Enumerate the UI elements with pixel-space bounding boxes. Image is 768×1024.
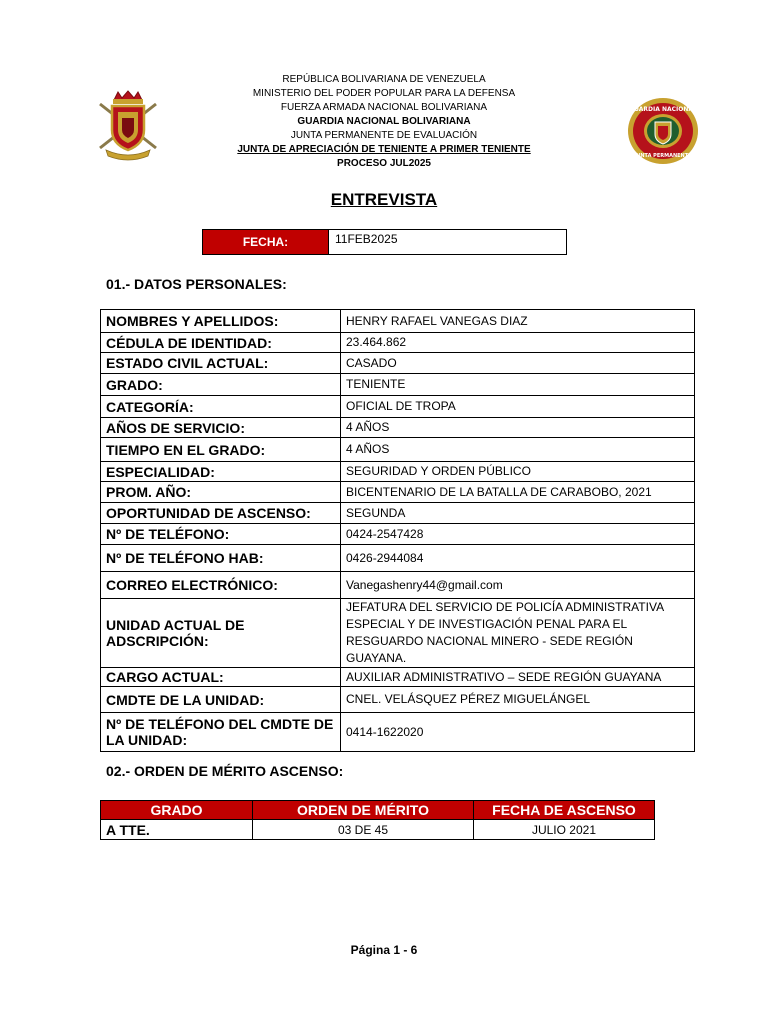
- table-row: [101, 599, 695, 668]
- field-label: NOMBRES Y APELLIDOS:: [101, 310, 341, 333]
- field-value: TENIENTE: [341, 374, 695, 396]
- table-row: [101, 374, 695, 396]
- field-value: BICENTENARIO DE LA BATALLA DE CARABOBO, 2021: [341, 482, 695, 503]
- field-value: SEGURIDAD Y ORDEN PÚBLICO: [341, 462, 695, 482]
- cell-grado: A TTE.: [101, 820, 253, 840]
- header-line-junta-apreciacion: JUNTA DE APRECIACIÓN DE TENIENTE A PRIMER TENIENTE: [237, 144, 531, 155]
- table-row: [101, 545, 695, 572]
- page-title: ENTREVISTA: [330, 190, 438, 209]
- field-value: 23.464.862: [341, 333, 695, 353]
- field-value: SEGUNDA: [341, 503, 695, 524]
- field-label: Nº DE TELÉFONO HAB:: [101, 545, 341, 572]
- table-row: [101, 524, 695, 545]
- header-line-fanb: FUERZA ARMADA NACIONAL BOLIVARIANA: [280, 102, 488, 113]
- table-row: [101, 396, 695, 418]
- guardia-nacional-emblem-icon: [626, 96, 700, 166]
- section-datos-personales: 01.- DATOS PERSONALES:: [106, 276, 287, 292]
- field-value: 4 AÑOS: [341, 418, 695, 438]
- table-row: [101, 353, 695, 374]
- table-header-row: [101, 801, 655, 820]
- emblem-text-top: GUARDIA NACIONAL: [629, 106, 697, 113]
- table-row: [101, 333, 695, 353]
- col-header-orden-merito: ORDEN DE MÉRITO: [253, 801, 474, 820]
- header-line-ministry: MINISTERIO DEL PODER POPULAR PARA LA DEFENSA: [252, 88, 516, 99]
- table-row: [101, 820, 655, 840]
- header-line-proceso: PROCESO JUL2025: [337, 158, 431, 169]
- field-label: Nº DE TELÉFONO:: [101, 524, 341, 545]
- field-value: 0414-1622020: [341, 713, 695, 752]
- field-label: CMDTE DE LA UNIDAD:: [101, 687, 341, 713]
- field-label: AÑOS DE SERVICIO:: [101, 418, 341, 438]
- cell-fecha-ascenso: JULIO 2021: [474, 820, 655, 840]
- field-label: CORREO ELECTRÓNICO:: [101, 572, 341, 599]
- table-row: [101, 713, 695, 752]
- table-row: [101, 668, 695, 687]
- field-value: 0424-2547428: [341, 524, 695, 545]
- header-line-junta-permanente: JUNTA PERMANENTE DE EVALUACIÓN: [290, 130, 478, 141]
- field-value: CASADO: [341, 353, 695, 374]
- army-crest-icon: [96, 90, 160, 162]
- merit-table: [100, 800, 655, 840]
- table-row: [101, 418, 695, 438]
- emblem-text-bottom: JUNTA PERMANENTE: [634, 153, 692, 159]
- table-row: [101, 310, 695, 333]
- page-number: Página 1 - 6: [350, 943, 418, 957]
- field-label: CÉDULA DE IDENTIDAD:: [101, 333, 341, 353]
- field-value: HENRY RAFAEL VANEGAS DIAZ: [341, 310, 695, 333]
- field-value: 4 AÑOS: [341, 438, 695, 462]
- field-label: ESPECIALIDAD:: [101, 462, 341, 482]
- table-row: [101, 438, 695, 462]
- field-label: GRADO:: [101, 374, 341, 396]
- field-label: CARGO ACTUAL:: [101, 668, 341, 687]
- table-row: [101, 687, 695, 713]
- fecha-label: FECHA:: [202, 229, 329, 255]
- field-label: UNIDAD ACTUAL DE ADSCRIPCIÓN:: [101, 599, 341, 668]
- table-row: [101, 572, 695, 599]
- field-value: Vanegashenry44@gmail.com: [341, 572, 695, 599]
- field-label: OPORTUNIDAD DE ASCENSO:: [101, 503, 341, 524]
- table-row: [101, 462, 695, 482]
- field-value: 0426-2944084: [341, 545, 695, 572]
- personal-data-table: [100, 309, 695, 752]
- col-header-fecha-ascenso: FECHA DE ASCENSO: [474, 801, 655, 820]
- field-label: Nº DE TELÉFONO DEL CMDTE DE LA UNIDAD:: [101, 713, 341, 752]
- field-label: PROM. AÑO:: [101, 482, 341, 503]
- section-orden-merito: 02.- ORDEN DE MÉRITO ASCENSO:: [106, 763, 344, 779]
- field-value: CNEL. VELÁSQUEZ PÉREZ MIGUELÁNGEL: [341, 687, 695, 713]
- col-header-grado: GRADO: [101, 801, 253, 820]
- field-label: ESTADO CIVIL ACTUAL:: [101, 353, 341, 374]
- field-value: OFICIAL DE TROPA: [341, 396, 695, 418]
- fecha-value: 11FEB2025: [329, 229, 567, 255]
- header-line-gnb: GUARDIA NACIONAL BOLIVARIANA: [297, 116, 471, 127]
- field-label: TIEMPO EN EL GRADO:: [101, 438, 341, 462]
- field-label: CATEGORÍA:: [101, 396, 341, 418]
- table-row: [101, 503, 695, 524]
- field-value: AUXILIAR ADMINISTRATIVO – SEDE REGIÓN GUAYANA: [341, 668, 695, 687]
- cell-orden-merito: 03 DE 45: [253, 820, 474, 840]
- table-row: [101, 482, 695, 503]
- header-line-republic: REPÚBLICA BOLIVARIANA DE VENEZUELA: [282, 74, 486, 85]
- field-value: JEFATURA DEL SERVICIO DE POLICÍA ADMINISTRATIVA ESPECIAL Y DE INVESTIGACIÓN PENAL PARA EL RESGUARDO NACIONAL MINERO - SEDE REGIÓN GUAYANA.: [341, 599, 695, 668]
